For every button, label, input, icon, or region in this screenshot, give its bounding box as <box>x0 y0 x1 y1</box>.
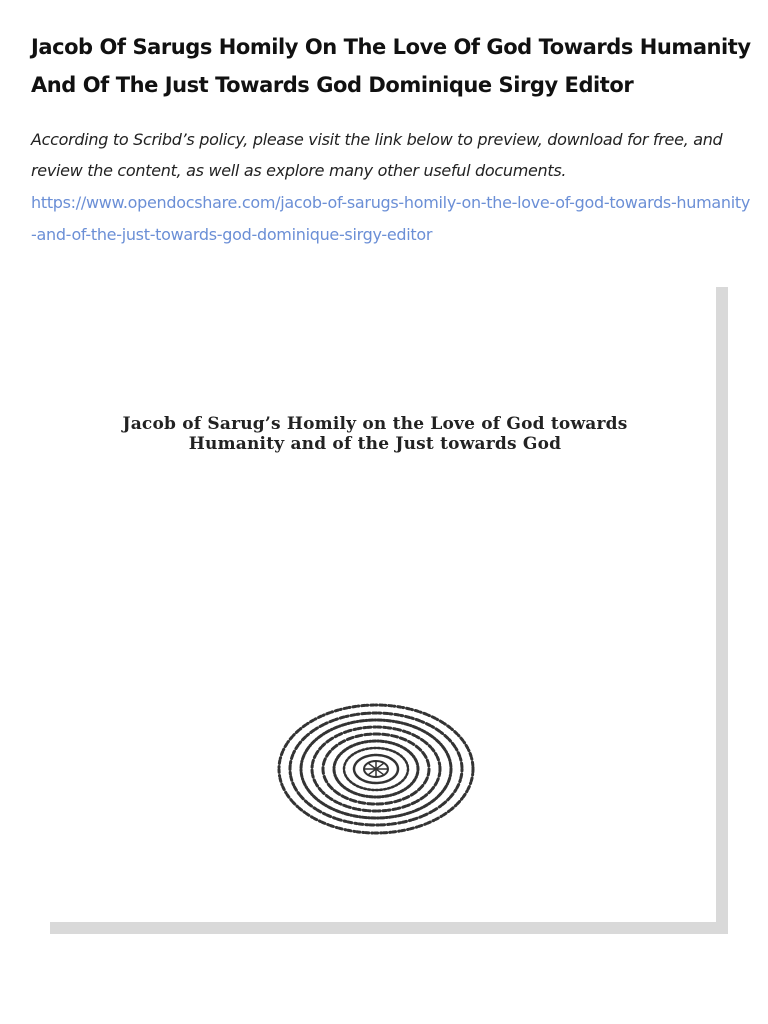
preview-shadow-right <box>716 287 728 934</box>
book-cover-title: Jacob of Sarug’s Homily on the Love of God towards Humanity and of the Just towards God <box>122 414 628 454</box>
circular-script-emblem-icon <box>276 701 476 837</box>
policy-notice: According to Scribd’s policy, please visit the link below to preview, download for free, and review the content, as well as explore many other useful documents. <box>31 130 723 180</box>
page-title: Jacob Of Sarugs Homily On The Love Of God Towards Humanity And Of The Just Towards God Dominique Sirgy Editor <box>31 35 751 97</box>
preview-page <box>50 287 716 922</box>
document-link[interactable]: https://www.opendocshare.com/jacob-of-sarugs-homily-on-the-love-of-god-towards-humanity-and-of-the-just-towards-god-dominique-sirgy-editor <box>31 193 751 244</box>
preview-shadow-bottom <box>50 922 728 934</box>
document-preview[interactable] <box>50 287 728 934</box>
